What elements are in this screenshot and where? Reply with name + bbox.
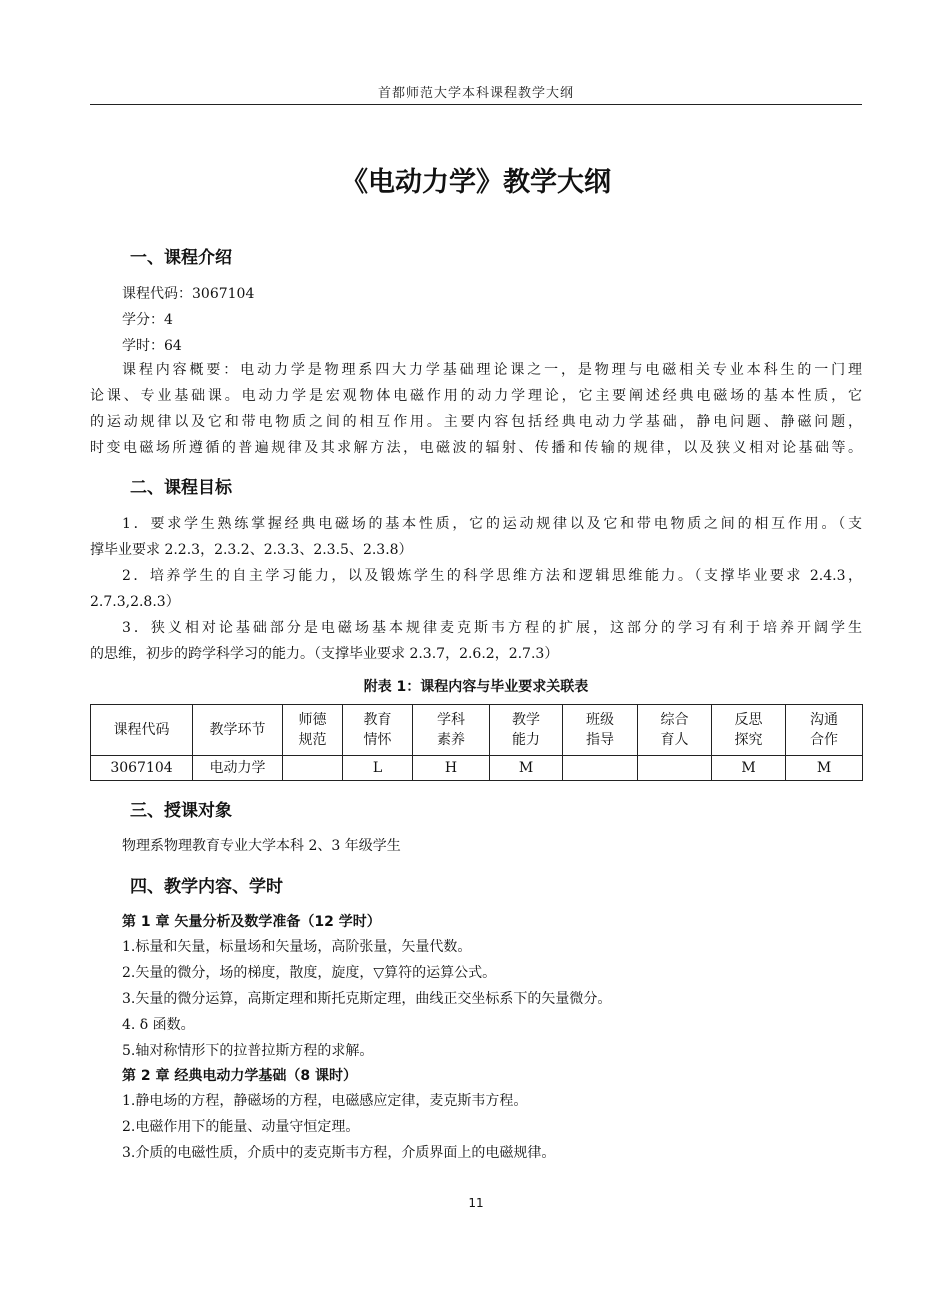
header-rule [90, 104, 862, 105]
chapter-2-item: 2.电磁作用下的能量、动量守恒定理。 [122, 1119, 360, 1135]
chapter-2-item: 1.静电场的方程，静磁场的方程，电磁感应定律，麦克斯韦方程。 [122, 1093, 528, 1109]
chapter-2-title: 第 2 章 经典电动力学基础（8 课时） [122, 1068, 357, 1084]
table-cell: H [413, 756, 490, 781]
table-cell: M [712, 756, 786, 781]
chapter-1-item: 4. δ 函数。 [122, 1017, 195, 1033]
chapter-1-item: 2.矢量的微分，场的梯度，散度，旋度，▽算符的运算公式。 [122, 965, 497, 981]
table-cell: M [490, 756, 563, 781]
header-cell: 师德 规范 [283, 705, 343, 756]
header-cell: 教学 能力 [490, 705, 563, 756]
chapter-1-item: 1.标量和矢量，标量场和矢量场，高阶张量，矢量代数。 [122, 939, 472, 955]
course-hours: 学时：64 [122, 338, 182, 354]
section-heading-content-hours: 四、教学内容、学时 [130, 877, 283, 897]
course-code: 课程代码：3067104 [122, 286, 255, 302]
course-credits: 学分：4 [122, 312, 173, 328]
chapter-1-title: 第 1 章 矢量分析及数学准备（12 学时） [122, 914, 381, 930]
goal-line: 2．培养学生的自主学习能力，以及锻炼学生的科学思维方法和逻辑思维能力。（支撑毕业要求 2.4.3， [122, 568, 862, 584]
header-cell: 综合 育人 [638, 705, 712, 756]
header-cell: 课程代码 [91, 705, 193, 756]
header-cell: 班级 指导 [563, 705, 638, 756]
goal-line: 2.7.3,2.8.3） [90, 594, 180, 610]
section-heading-course-intro: 一、课程介绍 [130, 248, 232, 268]
header-cell: 教学环节 [193, 705, 283, 756]
table-cell: L [343, 756, 413, 781]
goal-line: 的思维，初步的跨学科学习的能力。（支撑毕业要求 2.3.7，2.6.2，2.7.3） [90, 646, 559, 662]
chapter-2-item: 3.介质的电磁性质，介质中的麦克斯韦方程，介质界面上的电磁规律。 [122, 1145, 556, 1161]
goal-line: 3．狭义相对论基础部分是电磁场基本规律麦克斯韦方程的扩展，这部分的学习有利于培养开阔学生 [122, 620, 862, 636]
requirements-table [90, 704, 863, 781]
goal-line: 撑毕业要求 2.2.3，2.3.2、2.3.3、2.3.5、2.3.8） [90, 542, 413, 558]
header-cell: 学科 素养 [413, 705, 490, 756]
document-title: 《电动力学》教学大纲 [341, 167, 611, 198]
section-heading-audience: 三、授课对象 [130, 801, 232, 821]
table-cell: M [786, 756, 863, 781]
page-number: 11 [468, 1196, 484, 1210]
summary-line: 时变电磁场所遵循的普遍规律及其求解方法，电磁波的辐射、传播和传输的规律，以及狭义相对论基础等。 [90, 440, 862, 456]
chapter-1-item: 3.矢量的微分运算，高斯定理和斯托克斯定理，曲线正交坐标系下的矢量微分。 [122, 991, 612, 1007]
section-heading-course-goals: 二、课程目标 [130, 478, 232, 498]
table-cell [638, 756, 712, 781]
table-row [91, 756, 863, 781]
table-cell [563, 756, 638, 781]
table-cell [283, 756, 343, 781]
audience-text: 物理系物理教育专业大学本科 2、3 年级学生 [122, 838, 401, 854]
header-cell: 教育 情怀 [343, 705, 413, 756]
table-header-row [91, 705, 863, 756]
table-cell: 电动力学 [193, 756, 283, 781]
summary-line: 论课、专业基础课。电动力学是宏观物体电磁作用的动力学理论，它主要阐述经典电磁场的基本性质，它 [90, 388, 862, 404]
summary-line: 的运动规律以及它和带电物质之间的相互作用。主要内容包括经典电动力学基础，静电问题、静磁问题， [90, 414, 862, 430]
running-header: 首都师范大学本科课程教学大纲 [377, 86, 574, 101]
header-cell: 沟通 合作 [786, 705, 863, 756]
goal-line: 1．要求学生熟练掌握经典电磁场的基本性质，它的运动规律以及它和带电物质之间的相互作用。（支 [122, 516, 862, 532]
summary-line: 课程内容概要：电动力学是物理系四大力学基础理论课之一，是物理与电磁相关专业本科生的一门理 [122, 362, 862, 378]
chapter-1-item: 5.轴对称情形下的拉普拉斯方程的求解。 [122, 1043, 374, 1059]
table-caption: 附表 1：课程内容与毕业要求关联表 [363, 679, 589, 695]
header-cell: 反思 探究 [712, 705, 786, 756]
table-cell: 3067104 [91, 756, 193, 781]
